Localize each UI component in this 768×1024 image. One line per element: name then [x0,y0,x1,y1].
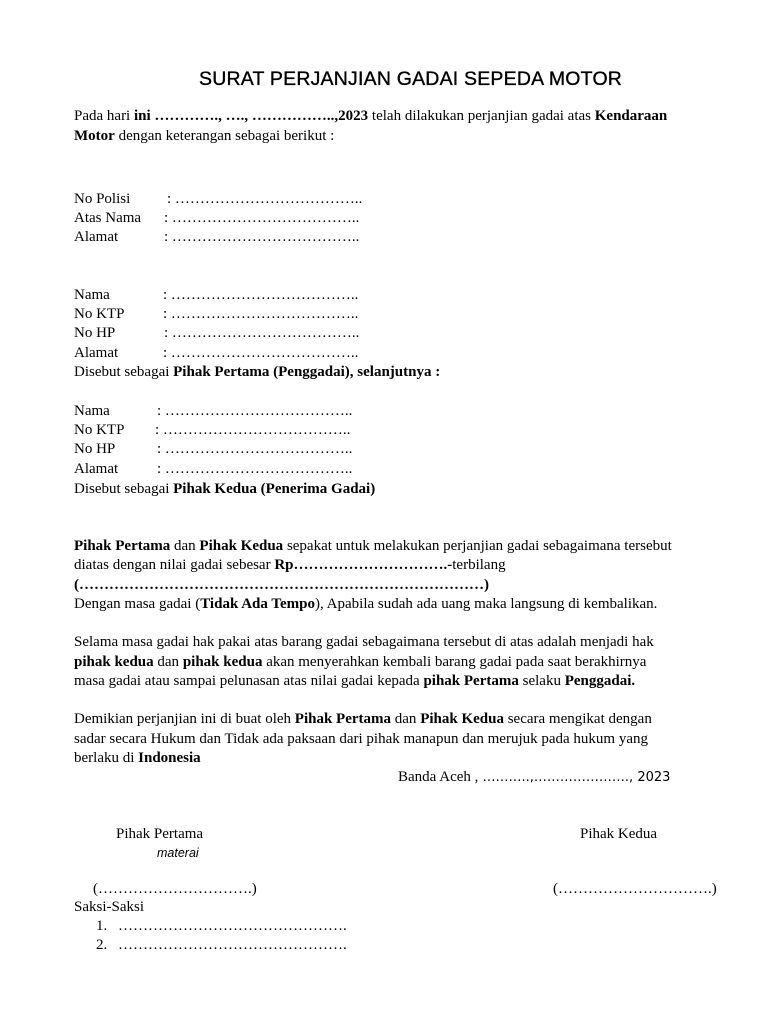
role-name: Penggadai. [564,673,636,689]
party2-role-note [74,481,375,498]
party1-role-note [74,364,440,381]
para-text: Demikian perjanjian ini di buat oleh [74,711,295,727]
para1-line-3 [74,577,489,594]
party2-field-value: : ……………………………….. [157,403,353,419]
para-text: selaku [518,673,565,689]
para-text: sepakat untuk melakukan perjanjian gadai sebagaimana tersebut [283,538,672,554]
party1-role: Pihak Pertama (Penggadai), selanjutnya : [173,364,441,380]
stamp-duty-note: materai [157,846,199,860]
party1-field-label: Alamat [74,345,119,361]
place-name: Banda Aceh , [398,769,479,785]
intro-line-2 [74,128,334,145]
party2-field-value: : ……………………………….. [157,461,353,477]
party-name: Pihak Pertama [74,538,171,554]
para-text: akan menyerahkan kembali barang gadai pada saat berakhirnya [262,654,647,670]
para-text: diatas dengan nilai gadai sebesar [74,557,275,573]
para1-line-1 [74,538,672,555]
term-value: Tidak Ada Tempo [200,596,315,612]
para-text: ), Apabila sudah ada uang maka langsung di kembalikan. [315,596,658,612]
date-blank: ………..,…………………., 2023 [478,770,671,785]
para3-line-3 [74,750,201,767]
party2-field-label: No HP [74,441,116,457]
party-name: Pihak Pertama [294,711,392,727]
witnesses-heading: Saksi-Saksi [74,899,145,915]
party-name: Pihak Kedua [420,711,504,727]
party1-field-value: : ……………………………….. [163,287,359,303]
amount-words-blank: (………………………………………………………………………) [74,577,489,593]
intro-text: telah dilakukan perjanjian gadai atas [368,108,595,124]
party2-role: Pihak Kedua (Penerima Gadai) [173,481,376,497]
para3-line-1 [74,711,652,728]
witness-line: ………………………………………. [118,918,347,934]
para-text: terbilang [452,557,506,573]
para3-line-2: sadar secara Hukum dan Tidak ada paksaan dari pihak manapun dan merujuk pada hukum yang [74,731,648,747]
vehicle-field-value: : ……………………………….. [164,229,360,245]
witness-line: ………………………………………. [118,937,347,953]
para2-line-1: Selama masa gadai hak pakai atas barang gadai sebagaimana tersebut di atas adalah menjadi hak [74,634,654,650]
vehicle-field-label: Alamat [74,229,119,245]
para-text: dan [153,654,183,670]
vehicle-field-value: : ……………………………….. [167,191,363,207]
signature-label-first-party: Pihak Pertama [116,826,204,842]
intro-object: Kendaraan [594,108,668,124]
vehicle-field-label: Atas Nama [74,210,142,226]
place-date [398,769,670,786]
witness-number: 2. [96,937,108,953]
party-name: Pihak Kedua [199,538,284,554]
party2-note-prefix: Disebut sebagai [74,481,174,497]
vehicle-field-label: No Polisi [74,191,131,207]
intro-line-1 [74,108,667,125]
party2-field-label: No KTP [74,422,125,438]
document-title: SURAT PERJANJIAN GADAI SEPEDA MOTOR [199,68,623,90]
party1-field-value: : ……………………………….. [163,345,359,361]
party-name: pihak kedua [182,654,263,670]
para1-line-4 [74,596,657,613]
para-text: dan [170,538,200,554]
party1-field-label: Nama [74,287,110,303]
signature-line-first-party: (………………………….) [93,881,257,897]
para2-line-2 [74,654,646,671]
para-text: Dengan masa gadai ( [74,596,201,612]
intro-text: dengan keterangan sebagai berikut : [114,128,335,144]
para1-line-2 [74,557,506,574]
party1-field-label: No HP [74,325,116,341]
witness-number: 1. [96,918,108,934]
intro-text: Pada hari [74,108,134,124]
party2-field-label: Nama [74,403,110,419]
intro-date-blank: ini …………., …., ……………..,2023 [133,108,369,124]
party2-field-label: Alamat [74,461,119,477]
party2-field-value: : ……………………………….. [155,422,351,438]
party2-field-value: : ……………………………….. [157,441,353,457]
party1-field-value: : ……………………………….. [163,306,359,322]
signature-line-second-party: (………………………….) [553,881,717,897]
party-name: pihak kedua [74,654,154,670]
para-text: masa gadai atau sampai pelunasan atas nilai gadai kepada [74,673,424,689]
party-name: pihak Pertama [423,673,519,689]
para2-line-3 [74,673,635,690]
party1-field-label: No KTP [74,306,125,322]
signature-label-second-party: Pihak Kedua [580,826,658,842]
country-name: Indonesia [138,750,201,766]
para-text: dan [391,711,421,727]
amount-blank: Rp………………………….- [274,557,453,573]
para-text: berlaku di [74,750,139,766]
vehicle-field-value: : ……………………………….. [164,210,360,226]
para-text: secara mengikat dengan [503,711,652,727]
party1-note-prefix: Disebut sebagai [74,364,174,380]
intro-object: Motor [74,128,115,144]
party1-field-value: : ……………………………….. [164,325,360,341]
